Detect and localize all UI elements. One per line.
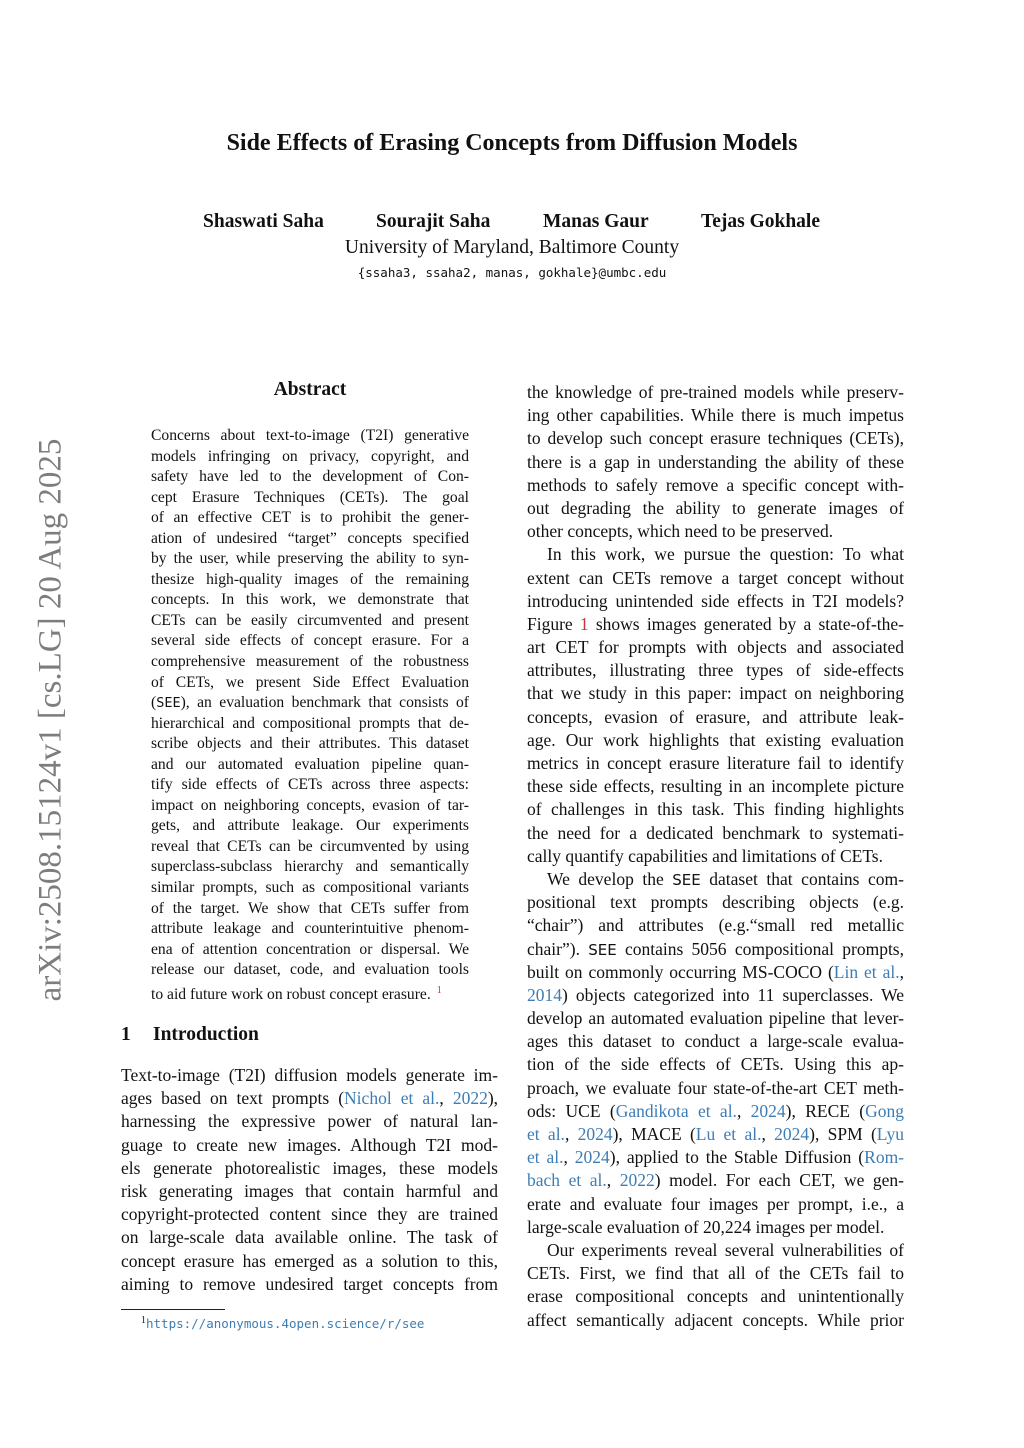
abstract-line: hierarchical and compositional prompts that de- — [151, 714, 469, 732]
body-line: develop an automated evaluation pipeline that lever- — [527, 1008, 904, 1029]
body-line: there is a gap in understanding the ability of these — [527, 451, 904, 472]
body-line: Text-to-image (T2I) diffusion models generate im- — [121, 1065, 498, 1085]
abstract-line: ation of undesired “target” concepts specified — [151, 529, 469, 547]
abstract-line: concepts. In this work, we demonstrate that — [151, 591, 469, 609]
body-line: chair”). SEE contains 5056 compositional prompts, — [527, 938, 904, 959]
abstract-line: superclass-subclass hierarchy and semantically — [151, 858, 469, 876]
left-column-text — [121, 1064, 498, 1296]
author-emails: {ssaha3, ssaha2, manas, gokhale}@umbc.edu — [357, 265, 667, 280]
abstract-line: reveal that CETs can be circumvented by using — [151, 837, 469, 855]
body-line: els generate photorealistic images, these models — [121, 1157, 498, 1178]
body-line: Our experiments reveal several vulnerabilities of — [547, 1239, 904, 1260]
body-line: large-scale evaluation of 20,224 images per model. — [527, 1216, 885, 1237]
affiliation: University of Maryland, Baltimore County — [344, 237, 680, 258]
abstract-line: of an effective CET is to prohibit the gener- — [151, 509, 469, 527]
body-line: “chair”) and attributes (e.g.“small red metallic — [527, 915, 904, 936]
abstract-line: similar prompts, such as compositional variants — [151, 879, 469, 897]
body-line: methods to safely remove a specific concept with- — [527, 474, 904, 495]
right-column-text — [527, 381, 904, 1332]
body-line: art CET for prompts with objects and associated — [527, 637, 904, 658]
body-line: erate and evaluate four images per prompt, i.e., a — [527, 1193, 904, 1214]
body-line: bach et al., 2022) model. For each CET, we gen- — [527, 1170, 905, 1191]
body-line: to develop such concept erasure techniques (CETs), — [527, 428, 904, 449]
body-line: concepts, evasion of erasure, and attribute leak- — [527, 706, 904, 727]
body-line: proach, we evaluate four state-of-the-art CET meth- — [527, 1077, 904, 1098]
abstract-heading: Abstract — [273, 379, 347, 400]
body-line: metrics in concept erasure literature fail to identify — [527, 753, 904, 773]
body-line: the knowledge of pre-trained models while preserv- — [527, 382, 904, 402]
abstract-line: ena of attention concentration or dispersal. We — [151, 940, 469, 958]
section-heading — [121, 1024, 259, 1046]
footnote-ref[interactable]: 1 — [436, 984, 442, 996]
body-line: CETs. First, we find that all of the CETs fail to — [527, 1263, 904, 1284]
body-line: attributes, illustrating three types of side-effects — [527, 660, 904, 681]
body-line: built on commonly occurring MS-COCO (Lin et al., — [527, 961, 905, 982]
body-line: guage to create new images. Although T2I mod- — [121, 1134, 498, 1155]
author-name: Shaswati Saha — [203, 211, 324, 232]
abstract-line: gets, and attribute leakage. Our experiments — [151, 817, 469, 835]
abstract-line: (SEE), an evaluation benchmark that consists of — [151, 694, 469, 712]
body-line: introducing unintended side effects in T2I models? — [527, 590, 904, 611]
body-line: copyright-protected content since they are trained — [121, 1204, 498, 1225]
author-name: Manas Gaur — [543, 211, 649, 232]
body-line: affect semantically adjacent concepts. While prior — [527, 1309, 904, 1330]
body-line: erase compositional concepts and unintentionally — [527, 1286, 904, 1307]
abstract-line: by the user, while preserving the ability to syn- — [151, 550, 469, 568]
footnote — [141, 1315, 424, 1331]
body-line: et al., 2024), MACE (Lu et al., 2024), SPM (Lyu — [527, 1124, 905, 1144]
body-line: extent can CETs remove a target concept without — [527, 567, 904, 588]
body-line: these side effects, resulting in an incomplete picture — [527, 776, 904, 797]
abstract-line: of the target. We show that CETs suffer from — [151, 899, 469, 917]
body-line: risk generating images that contain harmful and — [121, 1180, 498, 1201]
abstract-line: safety have led to the development of Con- — [151, 468, 469, 486]
body-line: cally quantify capabilities and limitations of CETs. — [527, 845, 883, 866]
body-line: et al., 2024), applied to the Stable Diffusion (Rom- — [527, 1147, 905, 1168]
footnote-mark: 1 — [141, 1315, 146, 1326]
author-name: Tejas Gokhale — [701, 211, 821, 232]
abstract-line: attribute leakage and counterintuitive phenom- — [151, 920, 469, 938]
body-line: of challenges in this task. This finding highlights — [527, 799, 904, 820]
abstract-body — [151, 426, 469, 1001]
body-line: ods: UCE (Gandikota et al., 2024), RECE (Gong — [527, 1100, 905, 1121]
abstract-line: impact on neighboring concepts, evasion of tar- — [151, 796, 469, 814]
body-line: In this work, we pursue the question: To what — [547, 544, 904, 565]
body-line: other concepts, which need to be preserved. — [527, 521, 834, 542]
abstract-line: cept Erasure Techniques (CETs). The goal — [151, 488, 469, 506]
body-line: ages this dataset to conduct a large-scale evalua- — [527, 1031, 904, 1052]
body-line: out degrading the ability to generate images of — [527, 497, 904, 518]
abstract-line: comprehensive measurement of the robustness — [151, 653, 469, 671]
body-line: the need for a dedicated benchmark to systemati- — [527, 822, 904, 843]
abstract-line: tify side effects of CETs across three aspects: — [151, 776, 469, 794]
section-title: Introduction — [153, 1024, 259, 1045]
body-line: 2014) objects categorized into 11 superclasses. We — [527, 984, 904, 1005]
paper-title: Side Effects of Erasing Concepts from Diffusion Models — [226, 130, 798, 156]
arxiv-id: arXiv:2508.15124v1 [cs.LG] 20 Aug 2025 — [32, 438, 69, 1002]
body-line: ing other capabilities. While there is much impetus — [527, 405, 904, 426]
abstract-line: scribe objects and their attributes. This dataset — [151, 735, 469, 753]
footnote-link[interactable]: https://anonymous.4open.science/r/see — [146, 1316, 425, 1332]
body-line: on large-scale data available online. The task of — [121, 1227, 498, 1248]
body-line: aiming to remove undesired target concepts from — [121, 1273, 498, 1294]
abstract-line: and our automated evaluation pipeline quan- — [151, 755, 469, 773]
abstract-line: of CETs, we present Side Effect Evaluation — [151, 673, 469, 691]
abstract-line: Concerns about text-to-image (T2I) generative — [151, 427, 469, 444]
author-name: Sourajit Saha — [376, 211, 491, 232]
footnote-rule — [121, 1309, 225, 1310]
body-line: We develop the SEE dataset that contains com- — [547, 868, 904, 889]
body-line: concept erasure has emerged as a solution to this, — [121, 1250, 498, 1271]
body-line: ages based on text prompts (Nichol et al., 2022), — [121, 1088, 499, 1109]
body-line: Figure 1 shows images generated by a state-of-the- — [527, 613, 904, 634]
abstract-line: release our dataset, code, and evaluation tools — [151, 961, 469, 979]
abstract-line: to aid future work on robust concept erasure. $^1$ — [151, 984, 442, 1003]
abstract-line: models infringing on privacy, copyright, and — [151, 447, 469, 465]
body-line: positional text prompts describing objects (e.g. — [527, 892, 904, 913]
section-number: 1 — [121, 1024, 131, 1045]
abstract-line: several side effects of concept erasure. For a — [151, 632, 469, 650]
body-line: age. Our work highlights that existing evaluation — [527, 729, 904, 750]
abstract-line: CETs can be easily circumvented and present — [151, 611, 469, 629]
body-line: that we study in this paper: impact on neighboring — [527, 683, 904, 704]
body-line: harnessing the expressive power of natural lan- — [121, 1111, 498, 1132]
body-line: tion of the side effects of CETs. Using this ap- — [527, 1054, 904, 1075]
abstract-line: thesize high-quality images of the remaining — [151, 570, 469, 588]
